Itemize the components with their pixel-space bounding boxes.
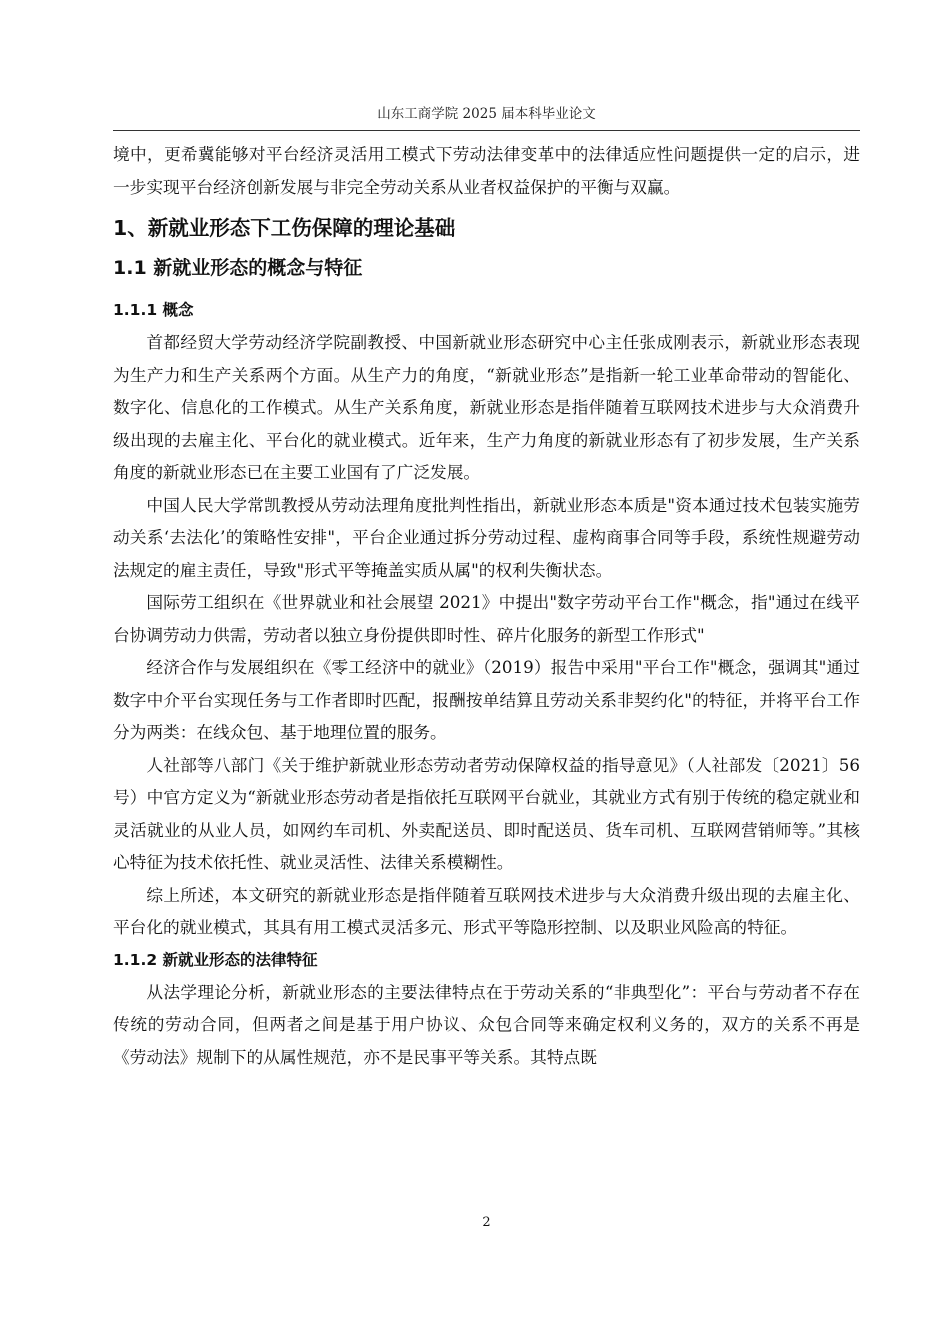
page-content	[113, 138, 860, 1073]
section-heading-1-1-1: 1.1.1 概念	[113, 301, 194, 319]
paragraph-concept-3: 国际劳工组织在《世界就业和社会展望 2021》中提出"数字劳动平台工作"概念，指"通过在线平台协调劳动力供需，劳动者以独立身份提供即时性、碎片化服务的新型工作形式"	[113, 592, 860, 645]
paragraph-concept-6: 综上所述，本文研究的新就业形态是指伴随着互联网技术进步与大众消费升级出现的去雇主化、平台化的就业模式，其具有用工模式灵活多元、形式平等隐形控制、以及职业风险高的特征。	[113, 884, 860, 937]
page-number: 2	[482, 1215, 491, 1230]
section-heading-1-1: 1.1 新就业形态的概念与特征	[113, 257, 363, 279]
header-divider	[113, 130, 860, 131]
paragraph-concept-2: 中国人民大学常凯教授从劳动法理角度批判性指出，新就业形态本质是"资本通过技术包装实施劳动关系‘去法化’的策略性安排"，平台企业通过拆分劳动过程、虚构商事合同等手段，系统性规避劳动法规定的雇主责任，导致"形式平等掩盖实质从属"的权利失衡状态。	[113, 494, 860, 580]
paragraph-concept-4: 经济合作与发展组织在《零工经济中的就业》（2019）报告中采用"平台工作"概念，强调其"通过数字中介平台实现任务与工作者即时匹配，报酬按单结算且劳动关系非契约化"的特征，并将平台工作分为两类：在线众包、基于地理位置的服务。	[113, 657, 860, 742]
running-header: 山东工商学院 2025 届本科毕业论文	[377, 106, 596, 122]
section-heading-1: 1、新就业形态下工伤保障的理论基础	[113, 216, 456, 240]
paragraph-legal-features-1: 从法学理论分析，新就业形态的主要法律特点在于劳动关系的“非典型化”：平台与劳动者不存在传统的劳动合同，但两者之间是基于用户协议、众包合同等来确定权利义务的，双方的关系不再是《劳动法》规制下的从属性规范，亦不是民事平等关系。其特点既	[113, 981, 860, 1067]
section-heading-1-1-2: 1.1.2 新就业形态的法律特征	[113, 950, 318, 969]
paragraph-concept-5: 人社部等八部门《关于维护新就业形态劳动者劳动保障权益的指导意见》（人社部发〔2021〕56 号）中官方定义为“新就业形态劳动者是指依托互联网平台就业，其就业方式有别于传统的稳定就业和灵活就业的从业人员，如网约车司机、外卖配送员、即时配送员、货车司机、互联网营销师等。”其核心特征为技术依托性、就业灵活性、法律关系模糊性。	[113, 754, 860, 872]
intro-paragraph: 境中，更希冀能够对平台经济灵活用工模式下劳动法律变革中的法律适应性问题提供一定的启示，进一步实现平台经济创新发展与非完全劳动关系从业者权益保护的平衡与双赢。	[113, 144, 860, 197]
paragraph-concept-1: 首都经贸大学劳动经济学院副教授、中国新就业形态研究中心主任张成刚表示，新就业形态表现为生产力和生产关系两个方面。从生产力的角度，“新就业形态”是指新一轮工业革命带动的智能化、数字化、信息化的工作模式。从生产关系角度，新就业形态是指伴随着互联网技术进步与大众消费升级出现的去雇主化、平台化的就业模式。近年来，生产力角度的新就业形态有了初步发展，生产关系角度的新就业形态已在主要工业国有了广泛发展。	[113, 332, 860, 482]
